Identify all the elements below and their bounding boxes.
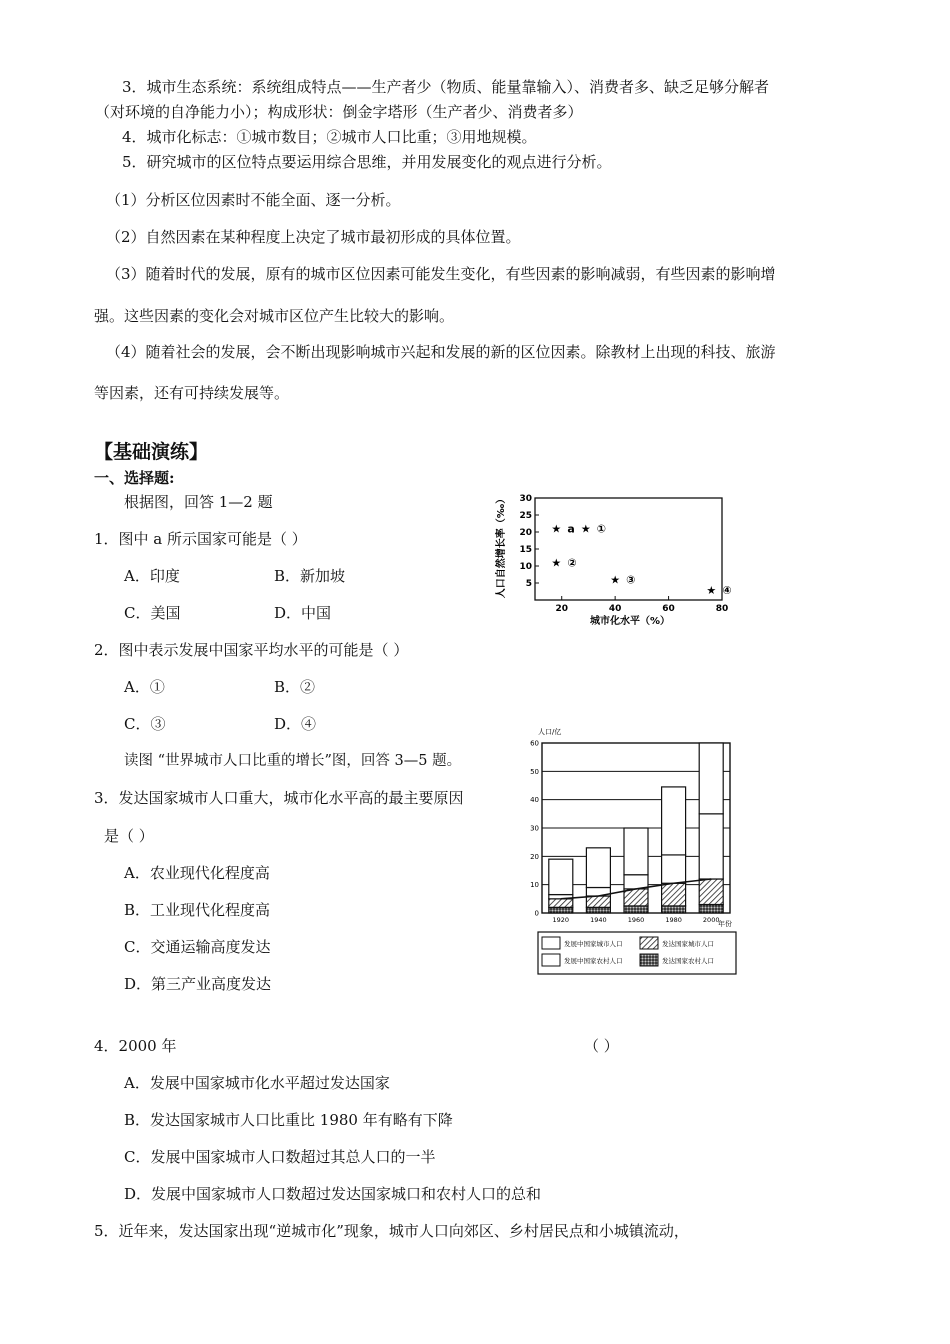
bar-x-tick-label: 1980 — [665, 916, 682, 924]
bar-segment — [624, 828, 648, 875]
q2-option-b: B．② — [274, 678, 316, 696]
legend-label: 发展中国家城市人口 — [564, 940, 623, 948]
bar-x-tick-label: 1960 — [627, 916, 645, 924]
q1-option-c: C．美国 — [124, 604, 181, 622]
intro-q3-5: 读图 “世界城市人口比重的增长”图，回答 3—5 题。 — [124, 753, 462, 769]
bar-segment — [549, 899, 573, 908]
q1-option-a: A．印度 — [124, 567, 180, 585]
note-3-line2: （对环境的自净能力小）；构成形状：倒金字塔形（生产者少、消费者多） — [95, 103, 583, 121]
scatter-y-tick-label: 15 — [519, 545, 532, 555]
legend-swatch — [640, 937, 658, 949]
bar-segment — [586, 907, 610, 913]
q4-option-a: A．发展中国家城市化水平超过发达国家 — [124, 1074, 390, 1092]
bar-segment — [699, 814, 723, 879]
note-5: 5．研究城市的区位特点要运用综合思维，并用发展变化的观点进行分析。 — [122, 153, 612, 171]
bar-x-tick-label: 2000 — [702, 916, 720, 924]
bar-segment — [586, 896, 610, 907]
scatter-x-tick-label: 60 — [662, 604, 675, 614]
q1-option-d: D．中国 — [274, 604, 332, 622]
q2-option-a: A．① — [124, 678, 165, 696]
scatter-y-tick-label: 25 — [519, 511, 532, 521]
bar-segment — [624, 875, 648, 889]
bar-segment — [699, 905, 723, 914]
bar-segment — [699, 879, 723, 905]
scatter-y-tick-label: 5 — [525, 579, 532, 589]
scatter-point-marker: ★ — [610, 573, 621, 587]
bar-x-tick-label: 1920 — [552, 916, 570, 924]
note-4: 4．城市化标志：①城市数目；②城市人口比重；③用地规模。 — [122, 128, 537, 146]
point-4-line1: （4）随着社会的发展，会不断出现影响城市兴起和发展的新的区位因素。除教材上出现的科技、旅游 — [106, 343, 776, 361]
scatter-y-tick-label: 30 — [519, 494, 532, 504]
bar-y-tick-label: 60 — [530, 739, 539, 748]
note-3-line1: 3．城市生态系统：系统组成特点——生产者少（物质、能量靠输入）、消费者多、缺乏足够分解者 — [122, 78, 770, 96]
scatter-point-marker: ★ — [706, 583, 717, 597]
scatter-point-label: a — [567, 522, 575, 536]
q3-option-d: D．第三产业高度发达 — [124, 975, 272, 993]
scatter-x-axis-label: 城市化水平（%） — [589, 616, 671, 627]
legend-swatch — [640, 954, 658, 966]
point-3-line2: 强。这些因素的变化会对城市区位产生比较大的影响。 — [94, 307, 455, 325]
scatter-chart-urbanization — [490, 490, 750, 630]
intro-q1-2: 根据图，回答 1—2 题 — [124, 493, 273, 511]
bar-y-tick-label: 50 — [530, 767, 539, 776]
bar-segment — [549, 859, 573, 894]
bar-x-axis-label: 年份 — [718, 920, 732, 928]
question-3-line2: 是（ ） — [104, 827, 154, 845]
scatter-y-tick-label: 10 — [519, 562, 532, 572]
q4-option-b: B．发达国家城市人口比重比 1980 年有略有下降 — [124, 1111, 453, 1129]
legend-swatch — [542, 937, 560, 949]
bar-segment — [662, 855, 686, 883]
bar-segment — [662, 787, 686, 855]
scatter-point-marker: ★ — [551, 522, 562, 536]
bar-chart-legend — [538, 932, 736, 974]
bar-y-axis-label: 人口/亿 — [538, 728, 562, 736]
point-2: （2）自然因素在某种程度上决定了城市最初形成的具体位置。 — [106, 228, 521, 246]
point-4-line2: 等因素，还有可持续发展等。 — [94, 384, 290, 402]
bar-segment — [662, 883, 686, 906]
bar-y-tick-label: 30 — [530, 824, 539, 833]
bar-x-tick-label: 1940 — [590, 916, 607, 924]
bar-segment — [624, 889, 648, 906]
question-4-answer-paren: （ ） — [584, 1037, 619, 1055]
bar-segment — [624, 906, 648, 913]
question-5: 5．近年来，发达国家出现“逆城市化”现象，城市人口向郊区、乡村居民点和小城镇流动， — [94, 1222, 689, 1240]
scatter-point-marker: ★ — [551, 556, 562, 570]
scatter-point-label: ③ — [626, 573, 636, 587]
point-3-line1: （3）随着时代的发展，原有的城市区位因素可能发生变化，有些因素的影响减弱，有些因素的影响增 — [106, 265, 776, 283]
scatter-point-label: ① — [596, 522, 607, 536]
q4-option-d: D．发展中国家城市人口数超过发达国家城口和农村人口的总和 — [124, 1185, 542, 1203]
bar-y-tick-label: 40 — [530, 796, 539, 805]
legend-swatch — [542, 954, 560, 966]
question-1: 1．图中 a 所示国家可能是（ ） — [94, 530, 307, 548]
q3-option-b: B．工业现代化程度高 — [124, 901, 271, 919]
bar-y-tick-label: 10 — [530, 881, 539, 890]
scatter-x-tick-label: 40 — [608, 604, 622, 614]
section-title: 【基础演练】 — [94, 441, 209, 463]
bar-segment — [699, 743, 723, 814]
q1-option-b: B．新加坡 — [274, 567, 346, 585]
q4-option-c: C．发展中国家城市人口数超过其总人口的一半 — [124, 1148, 436, 1166]
bar-segment — [549, 907, 573, 913]
q3-option-a: A．农业现代化程度高 — [124, 864, 270, 882]
q2-option-c: C．③ — [124, 715, 166, 733]
question-3-line1: 3．发达国家城市人口重大，城市化水平高的最主要原因 — [94, 789, 464, 807]
bar-y-tick-label: 20 — [530, 852, 539, 861]
q2-option-d: D．④ — [274, 715, 317, 733]
q3-option-c: C．交通运输高度发达 — [124, 938, 271, 956]
question-2: 2．图中表示发展中国家平均水平的可能是（ ） — [94, 641, 409, 659]
legend-label: 发达国家城市人口 — [662, 940, 714, 948]
bar-segment — [586, 848, 610, 888]
scatter-x-tick-label: 80 — [715, 604, 729, 614]
section-part: 一、选择题: — [94, 469, 175, 487]
question-4: 4．2000 年 — [94, 1037, 177, 1055]
bar-segment — [662, 906, 686, 913]
point-1: （1）分析区位因素时不能全面、逐一分析。 — [106, 191, 401, 209]
scatter-y-axis-label: 人口自然增长率（‰） — [496, 493, 507, 599]
legend-label: 发达国家农村人口 — [662, 957, 714, 965]
bar-y-tick-label: 0 — [534, 909, 539, 918]
scatter-point-marker: ★ — [580, 522, 591, 536]
scatter-point-label: ④ — [722, 583, 732, 597]
scatter-point-label: ② — [567, 556, 577, 570]
bar-chart-world-urban-population — [520, 725, 745, 980]
scatter-x-tick-label: 20 — [555, 604, 568, 614]
legend-label: 发展中国家农村人口 — [564, 957, 623, 965]
scatter-y-tick-label: 20 — [519, 528, 532, 538]
